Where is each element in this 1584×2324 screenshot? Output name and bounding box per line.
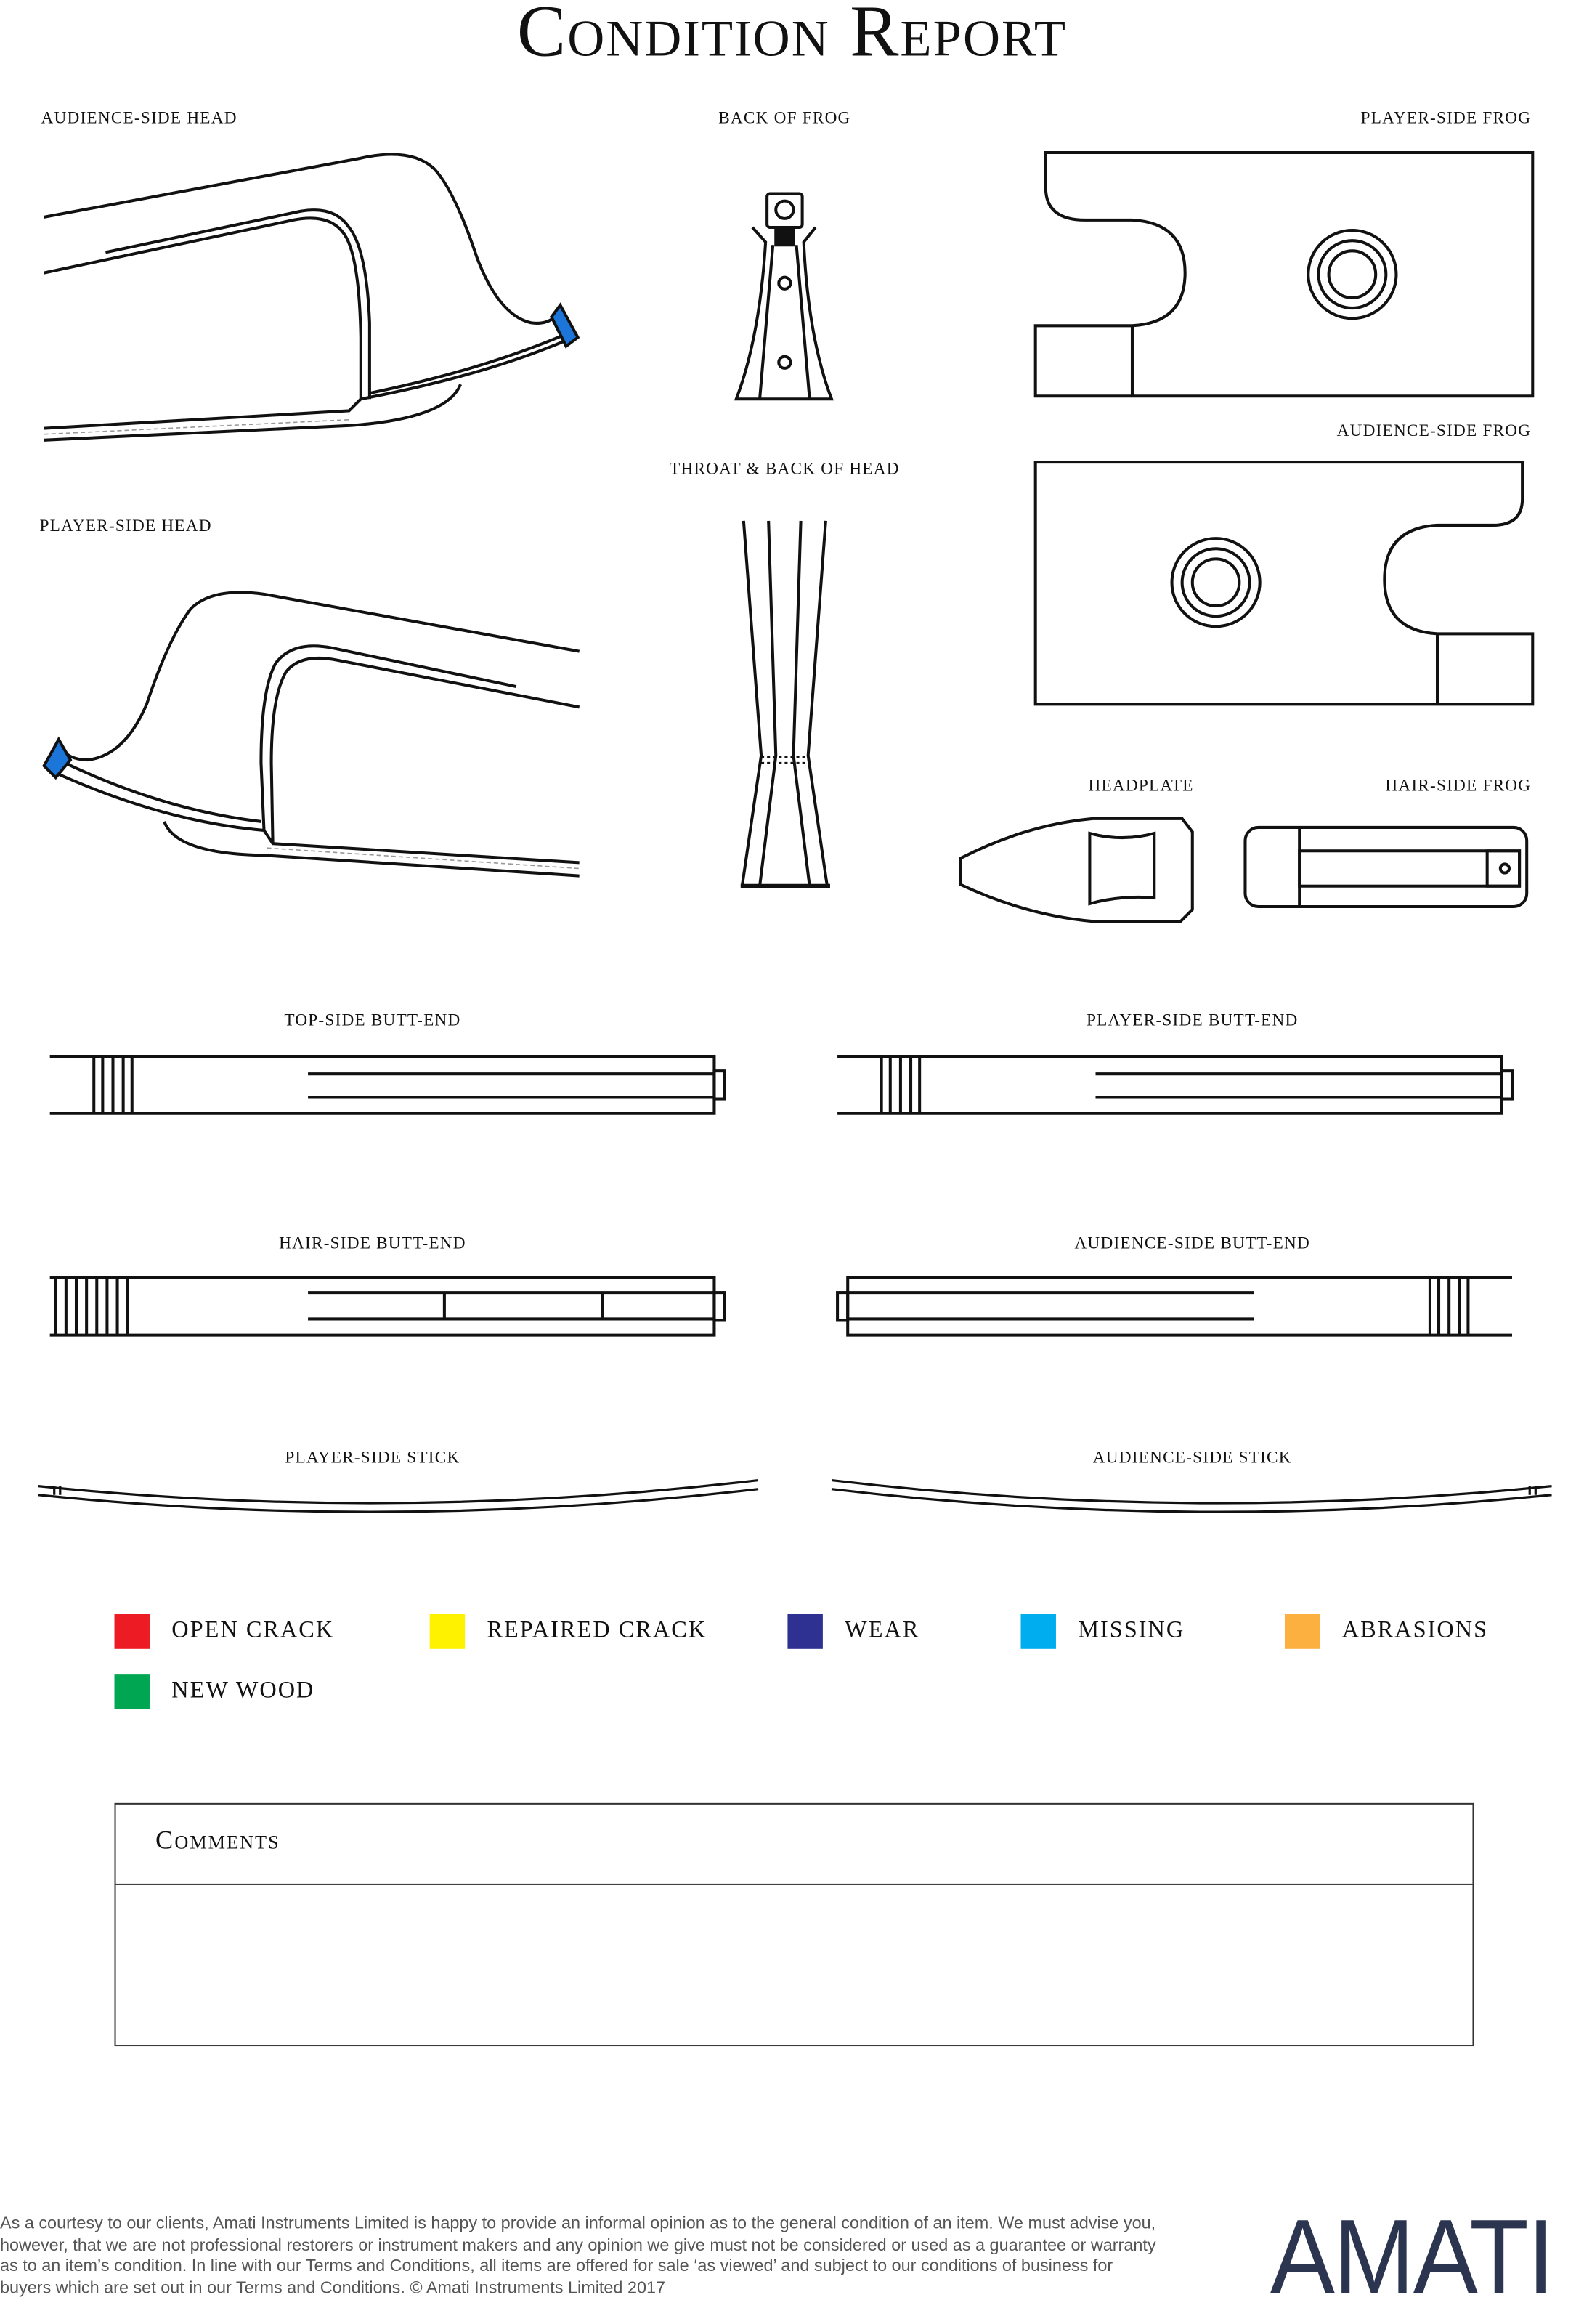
label-audience-side-head: AUDIENCE-SIDE HEAD (41, 110, 237, 128)
comments-header (116, 1805, 1473, 1885)
new-wood-swatch (115, 1674, 150, 1709)
label-headplate: HEADPLATE (1088, 777, 1194, 795)
open-crack-swatch (115, 1614, 150, 1648)
comments-field[interactable] (116, 1885, 1473, 2044)
legend-item-repaired-crack: REPAIRED CRACK (430, 1614, 707, 1648)
legend-item-new-wood: NEW WOOD (115, 1674, 315, 1709)
legend-item-wear: WEAR (787, 1614, 919, 1648)
back-of-frog-drawing[interactable] (736, 194, 832, 400)
page-title: Condition Report (516, 0, 1068, 72)
audience-side-butt-end-drawing[interactable] (837, 1278, 1512, 1335)
audience-side-frog-drawing[interactable] (1036, 462, 1533, 704)
hair-side-butt-end-drawing[interactable] (50, 1278, 725, 1335)
audience-side-head-drawing[interactable] (44, 154, 578, 440)
label-throat-back-of-head: THROAT & BACK OF HEAD (670, 461, 900, 479)
label-back-of-frog: BACK OF FROG (718, 110, 851, 128)
audience-side-stick-drawing[interactable] (832, 1481, 1552, 1513)
wear-swatch (787, 1614, 822, 1648)
label-audience-side-stick: AUDIENCE-SIDE STICK (1092, 1449, 1292, 1467)
label-player-side-butt-end: PLAYER-SIDE BUTT-END (1086, 1012, 1299, 1030)
label-top-side-butt-end: TOP-SIDE BUTT-END (284, 1012, 461, 1030)
player-side-head-drawing[interactable] (44, 592, 580, 875)
label-audience-side-frog: AUDIENCE-SIDE FROG (1336, 422, 1532, 440)
footer-disclaimer: As a courtesy to our clients, Amati Instruments Limited is happy to provide an informal opinion as to the general condition of an item. We must advise you, however, that we are not professional restorers or instrument makers and any opinion we give must not be considered or used as a guarantee or warranty as to an item’s condition. In line with our Terms and Conditions, all items are offered for sale ‘as viewed’ and subject to our conditions of business for buyers which are set out in our Terms and Conditions. © Amati Instruments Limited 2017 (0, 2214, 1156, 2297)
comments-label: Comments (155, 1825, 280, 1855)
legend-item-open-crack: OPEN CRACK (115, 1614, 335, 1648)
player-side-butt-end-drawing[interactable] (837, 1056, 1512, 1114)
missing-swatch (1021, 1614, 1056, 1648)
abrasions-swatch (1285, 1614, 1320, 1648)
legend-item-missing: MISSING (1021, 1614, 1185, 1648)
comments-box[interactable] (115, 1803, 1474, 2046)
label-hair-side-butt-end: HAIR-SIDE BUTT-END (279, 1235, 466, 1253)
label-audience-side-butt-end: AUDIENCE-SIDE BUTT-END (1074, 1235, 1311, 1253)
repaired-crack-swatch (430, 1614, 465, 1648)
label-player-side-head: PLAYER-SIDE HEAD (39, 517, 212, 536)
player-side-stick-drawing[interactable] (38, 1481, 759, 1513)
amati-logo: AMATI (1270, 2199, 1553, 2317)
label-player-side-frog: PLAYER-SIDE FROG (1360, 110, 1532, 128)
missing-marker (44, 740, 70, 778)
label-hair-side-frog: HAIR-SIDE FROG (1385, 777, 1532, 795)
player-side-frog-drawing[interactable] (1036, 153, 1533, 396)
top-side-butt-end-drawing[interactable] (50, 1056, 725, 1114)
hair-side-frog-drawing[interactable] (1245, 827, 1527, 907)
label-player-side-stick: PLAYER-SIDE STICK (285, 1449, 460, 1467)
legend-item-abrasions: ABRASIONS (1285, 1614, 1488, 1648)
headplate-drawing[interactable] (961, 819, 1193, 921)
throat-back-of-head-drawing[interactable] (741, 521, 830, 886)
